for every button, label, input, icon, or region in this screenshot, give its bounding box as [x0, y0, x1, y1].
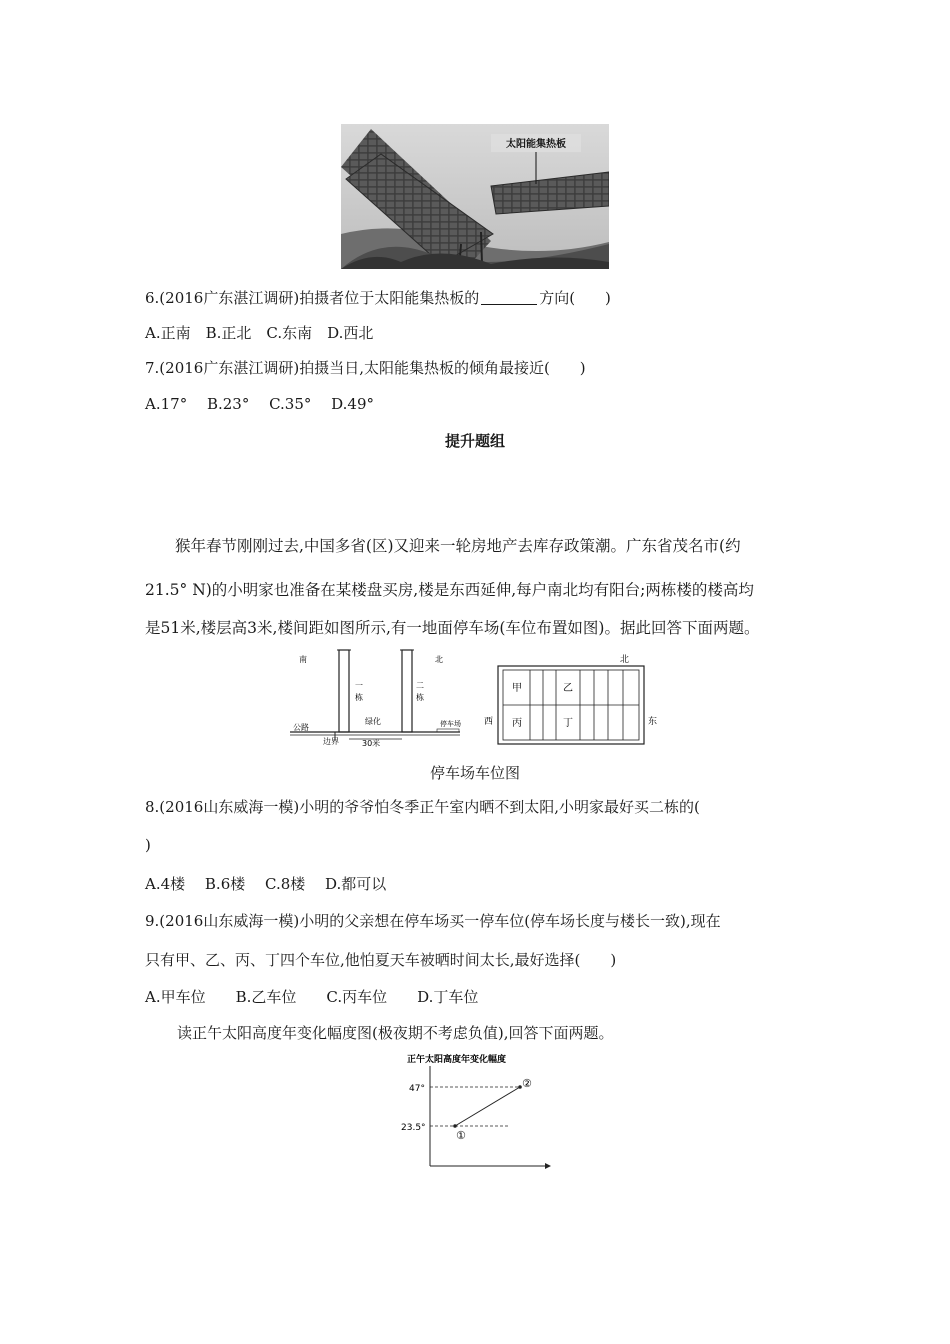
spot-ding: 丁 — [563, 718, 573, 729]
question-6-stem-end: 方向( ) — [539, 289, 611, 307]
point-2-label: ② — [522, 1077, 532, 1090]
parking-east-label: 东 — [648, 717, 658, 727]
question-9-line-2: 只有甲、乙、丙、丁四个车位,他怕夏天车被晒时间太长,最好选择( ) — [145, 951, 617, 969]
question-6-options: A.正南 B.正北 C.东南 D.西北 — [145, 324, 374, 342]
green-label: 绿化 — [365, 717, 381, 726]
question-9-options: A.甲车位 B.乙车位 C.丙车位 D.丁车位 — [145, 988, 479, 1006]
question-6 — [145, 287, 611, 308]
spot-bing: 丙 — [512, 718, 522, 729]
parking-north-label: 北 — [620, 655, 630, 665]
building-2 — [402, 650, 412, 732]
question-7: 7.(2016广东湛江调研)拍摄当日,太阳能集热板的倾角最接近( ) — [145, 359, 586, 377]
question-6-stem: 6.(2016广东湛江调研)拍摄者位于太阳能集热板的 — [145, 289, 480, 307]
chart-title: 正午太阳高度年变化幅度 — [407, 1055, 507, 1065]
north-label: 北 — [435, 655, 443, 664]
chart-intro: 读正午太阳高度年变化幅度图(极夜期不考虑负值),回答下面两题。 — [177, 1024, 614, 1042]
passage-line-1: 猴年春节刚刚过去,中国多省(区)又迎来一轮房地产去库存政策潮。广东省茂名市(约 — [175, 537, 741, 555]
question-8-options: A.4楼 B.6楼 C.8楼 D.都可以 — [145, 875, 387, 893]
section-heading: 提升题组 — [444, 432, 505, 450]
building-diagram — [285, 648, 490, 748]
passage-line-3: 是51米,楼层高3米,楼间距如图所示,有一地面停车场(车位布置如图)。据此回答下面两题。 — [145, 619, 760, 637]
y-label-47: 47° — [409, 1084, 425, 1094]
photo-label: 太阳能集热板 — [506, 139, 566, 150]
question-8-line-2: ) — [145, 836, 151, 854]
boundary-label: 边界 — [323, 737, 339, 746]
question-7-options: A.17° B.23° C.35° D.49° — [145, 395, 375, 413]
spot-jia: 甲 — [512, 683, 522, 694]
south-label: 南 — [299, 655, 307, 664]
building-1 — [339, 650, 349, 732]
answer-blank — [481, 290, 537, 305]
parking-label: 停车场 — [440, 720, 461, 728]
point-1-label: ① — [456, 1129, 466, 1142]
building-2-label: 栋 — [416, 693, 424, 702]
spot-yi: 乙 — [563, 683, 573, 694]
passage-line-2: 21.5° N)的小明家也准备在某楼盘买房,楼是东西延伸,每户南北均有阳台;两栋楼的楼高均 — [145, 581, 754, 599]
parking-caption: 停车场车位图 — [429, 764, 520, 782]
question-8-line-1: 8.(2016山东威海一模)小明的爷爷怕冬季正午室内晒不到太阳,小明家最好买二栋的( — [145, 798, 700, 816]
building-2-label: 二 — [416, 681, 424, 690]
sun-altitude-range-chart — [395, 1050, 555, 1172]
solar-panel-photo — [341, 124, 609, 269]
building-1-label: 一 — [355, 681, 363, 690]
y-label-23-5: 23.5° — [401, 1123, 426, 1133]
distance-label: 30米 — [362, 739, 381, 748]
parking-west-label: 西 — [484, 717, 494, 727]
question-9-line-1: 9.(2016山东威海一模)小明的父亲想在停车场买一停车位(停车场长度与楼长一致),现在 — [145, 912, 721, 930]
road-label: 公路 — [293, 723, 309, 732]
building-1-label: 栋 — [355, 693, 363, 702]
parking-diagram — [480, 650, 660, 750]
